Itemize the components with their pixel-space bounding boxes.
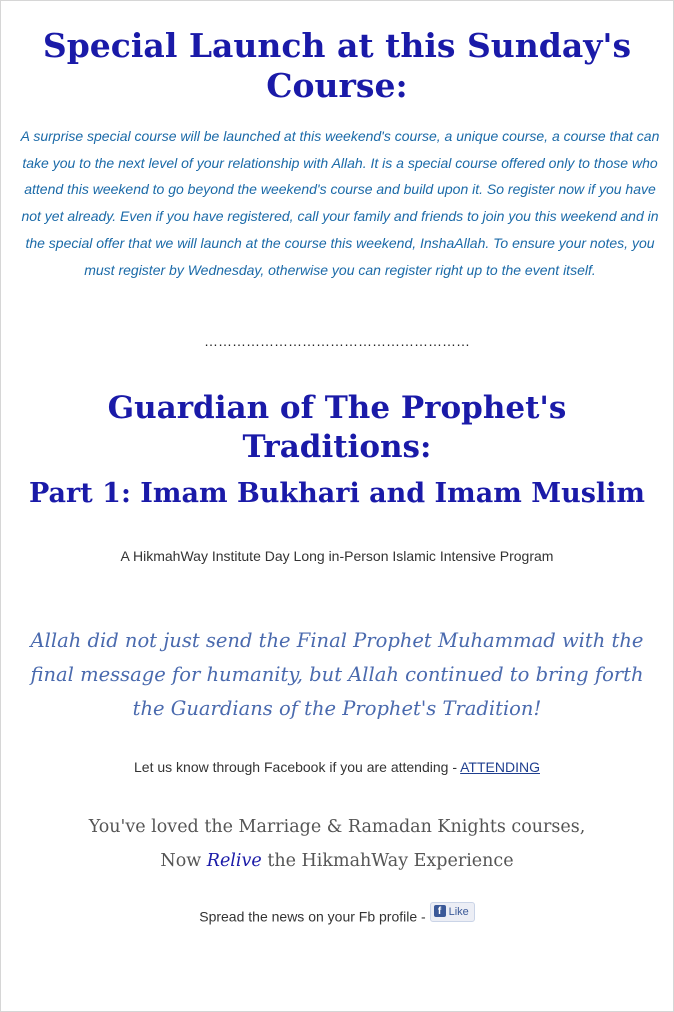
course-quote: Allah did not just send the Final Prophet Muhammad with the final message for humanity, but Allah continued to bring forth the Guardians of the Prophet's Tradition!	[30, 629, 644, 720]
share-line	[0, 908, 674, 928]
loved-courses-text	[0, 810, 674, 878]
facebook-icon: f	[434, 905, 446, 917]
facebook-like-button[interactable]	[430, 902, 475, 922]
loved-rest: the HikmahWay Experience	[261, 851, 514, 871]
facebook-prompt: Let us know through Facebook if you are attending -	[134, 759, 461, 775]
loved-line-1: You've loved the Marriage & Ramadan Knights courses,	[88, 817, 586, 837]
facebook-attending-line	[0, 759, 674, 775]
announcement-body: A surprise special course will be launched at this weekend's course, a unique course, a course that can take you to the next level of your relationship with Allah. It is a special course offered only to those who attend this weekend to go beyond the weekend's course and build upon it. So register now if you have not yet already. Even if you have registered, call your family and friends to join you this weekend and in the special offer that we will launch at the course this weekend, InshaAllah. To ensure your notes, you must register by Wednesday, otherwise you can register right up to the event itself.	[20, 128, 660, 278]
course-subtitle: Part 1: Imam Bukhari and Imam Muslim	[28, 478, 646, 509]
like-label: Like	[448, 906, 469, 918]
share-text: Spread the news on your Fb profile -	[199, 908, 430, 925]
course-title: Guardian of The Prophet's Traditions:	[107, 390, 567, 465]
loved-now: Now	[160, 851, 207, 871]
divider: …………………………………………………	[204, 333, 470, 349]
program-description: A HikmahWay Institute Day Long in-Person Islamic Intensive Program	[120, 548, 554, 564]
attending-link[interactable]: ATTENDING	[460, 759, 540, 775]
announcement-title: Special Launch at this Sunday's Course:	[42, 26, 632, 105]
relive-emphasis: Relive	[206, 851, 262, 871]
